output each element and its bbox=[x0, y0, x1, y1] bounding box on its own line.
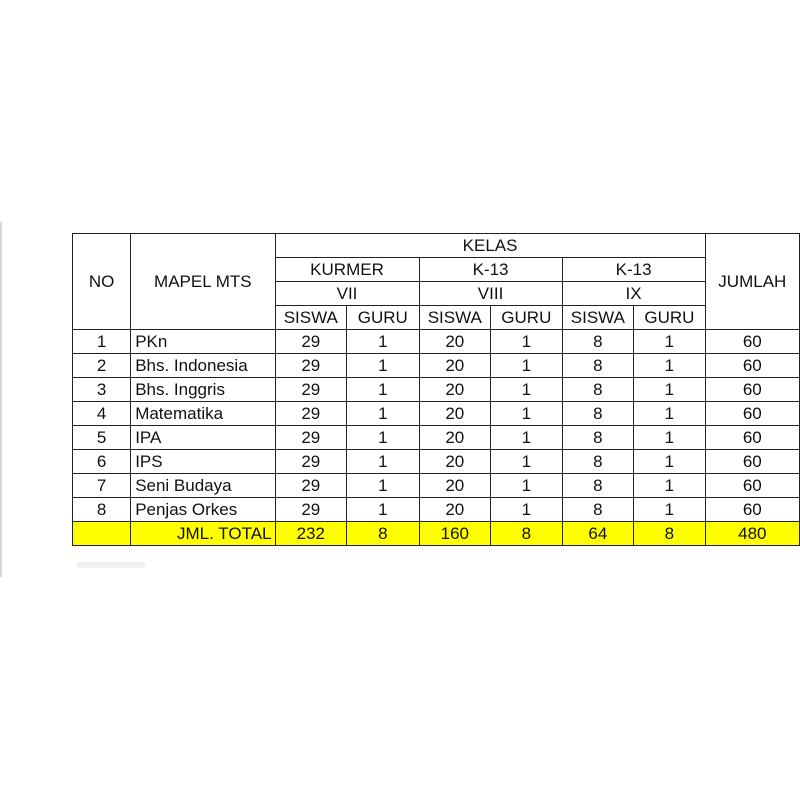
scan-smudge bbox=[76, 562, 146, 568]
siswa-vii-total: 232 bbox=[275, 522, 347, 546]
siswa-ix-cell: 8 bbox=[562, 450, 634, 474]
siswa-ix-cell: 8 bbox=[562, 378, 634, 402]
total-no-cell bbox=[73, 522, 131, 546]
page-edge-divider bbox=[0, 222, 2, 577]
no-cell: 3 bbox=[73, 378, 131, 402]
siswa-viii-cell: 20 bbox=[419, 354, 491, 378]
jumlah-cell: 60 bbox=[705, 474, 799, 498]
header-curriculum-vii: KURMER bbox=[275, 258, 419, 282]
no-cell: 4 bbox=[73, 402, 131, 426]
table-row bbox=[73, 426, 800, 450]
header-grade-ix: IX bbox=[562, 282, 705, 306]
no-cell: 8 bbox=[73, 498, 131, 522]
guru-viii-cell: 1 bbox=[491, 498, 562, 522]
guru-vii-cell: 1 bbox=[347, 450, 419, 474]
table-row bbox=[73, 402, 800, 426]
siswa-viii-cell: 20 bbox=[419, 498, 491, 522]
header-guru: GURU bbox=[634, 306, 705, 330]
table-body bbox=[73, 234, 800, 546]
jumlah-cell: 60 bbox=[705, 426, 799, 450]
header-curriculum-ix: K-13 bbox=[562, 258, 705, 282]
subject-cell: Seni Budaya bbox=[131, 474, 275, 498]
jumlah-cell: 60 bbox=[705, 354, 799, 378]
guru-viii-cell: 1 bbox=[491, 426, 562, 450]
subject-cell: PKn bbox=[131, 330, 275, 354]
guru-viii-cell: 1 bbox=[491, 378, 562, 402]
mapel-table bbox=[72, 233, 800, 546]
table-row bbox=[73, 450, 800, 474]
siswa-ix-cell: 8 bbox=[562, 330, 634, 354]
jumlah-total: 480 bbox=[705, 522, 799, 546]
subject-cell: Bhs. Indonesia bbox=[131, 354, 275, 378]
siswa-vii-cell: 29 bbox=[275, 474, 347, 498]
siswa-vii-cell: 29 bbox=[275, 330, 347, 354]
table-row bbox=[73, 498, 800, 522]
table-row bbox=[73, 330, 800, 354]
guru-vii-cell: 1 bbox=[347, 402, 419, 426]
guru-viii-total: 8 bbox=[491, 522, 562, 546]
guru-ix-cell: 1 bbox=[634, 498, 705, 522]
guru-vii-total: 8 bbox=[347, 522, 419, 546]
header-row-kelas bbox=[73, 234, 800, 258]
no-cell: 1 bbox=[73, 330, 131, 354]
header-no: NO bbox=[73, 234, 131, 330]
siswa-viii-cell: 20 bbox=[419, 474, 491, 498]
guru-ix-cell: 1 bbox=[634, 378, 705, 402]
jumlah-cell: 60 bbox=[705, 498, 799, 522]
no-cell: 5 bbox=[73, 426, 131, 450]
header-guru: GURU bbox=[491, 306, 562, 330]
jumlah-cell: 60 bbox=[705, 450, 799, 474]
total-row bbox=[73, 522, 800, 546]
jumlah-cell: 60 bbox=[705, 330, 799, 354]
siswa-ix-cell: 8 bbox=[562, 474, 634, 498]
no-cell: 6 bbox=[73, 450, 131, 474]
guru-ix-cell: 1 bbox=[634, 450, 705, 474]
guru-vii-cell: 1 bbox=[347, 378, 419, 402]
siswa-viii-cell: 20 bbox=[419, 330, 491, 354]
table-row bbox=[73, 378, 800, 402]
total-label: JML. TOTAL bbox=[131, 522, 275, 546]
siswa-vii-cell: 29 bbox=[275, 450, 347, 474]
siswa-vii-cell: 29 bbox=[275, 498, 347, 522]
siswa-ix-total: 64 bbox=[562, 522, 634, 546]
guru-viii-cell: 1 bbox=[491, 402, 562, 426]
guru-viii-cell: 1 bbox=[491, 474, 562, 498]
subject-cell: IPS bbox=[131, 450, 275, 474]
siswa-viii-cell: 20 bbox=[419, 402, 491, 426]
guru-ix-cell: 1 bbox=[634, 426, 705, 450]
siswa-ix-cell: 8 bbox=[562, 354, 634, 378]
header-grade-viii: VIII bbox=[419, 282, 562, 306]
guru-vii-cell: 1 bbox=[347, 474, 419, 498]
jumlah-cell: 60 bbox=[705, 378, 799, 402]
no-cell: 7 bbox=[73, 474, 131, 498]
header-siswa: SISWA bbox=[419, 306, 491, 330]
subject-cell: Penjas Orkes bbox=[131, 498, 275, 522]
subject-cell: Bhs. Inggris bbox=[131, 378, 275, 402]
header-grade-vii: VII bbox=[275, 282, 419, 306]
guru-ix-cell: 1 bbox=[634, 402, 705, 426]
siswa-viii-total: 160 bbox=[419, 522, 491, 546]
guru-ix-cell: 1 bbox=[634, 354, 705, 378]
header-siswa: SISWA bbox=[562, 306, 634, 330]
subject-cell: IPA bbox=[131, 426, 275, 450]
guru-ix-cell: 1 bbox=[634, 330, 705, 354]
guru-vii-cell: 1 bbox=[347, 354, 419, 378]
table-row bbox=[73, 474, 800, 498]
no-cell: 2 bbox=[73, 354, 131, 378]
siswa-vii-cell: 29 bbox=[275, 402, 347, 426]
siswa-ix-cell: 8 bbox=[562, 498, 634, 522]
guru-vii-cell: 1 bbox=[347, 498, 419, 522]
guru-vii-cell: 1 bbox=[347, 330, 419, 354]
guru-vii-cell: 1 bbox=[347, 426, 419, 450]
guru-viii-cell: 1 bbox=[491, 354, 562, 378]
header-mapel: MAPEL MTS bbox=[131, 234, 275, 330]
subject-cell: Matematika bbox=[131, 402, 275, 426]
header-jumlah: JUMLAH bbox=[705, 234, 799, 330]
header-kelas: KELAS bbox=[275, 234, 705, 258]
table-row bbox=[73, 354, 800, 378]
guru-ix-cell: 1 bbox=[634, 474, 705, 498]
header-guru: GURU bbox=[347, 306, 419, 330]
header-siswa: SISWA bbox=[275, 306, 347, 330]
siswa-viii-cell: 20 bbox=[419, 378, 491, 402]
siswa-vii-cell: 29 bbox=[275, 354, 347, 378]
guru-viii-cell: 1 bbox=[491, 450, 562, 474]
guru-ix-total: 8 bbox=[634, 522, 705, 546]
guru-viii-cell: 1 bbox=[491, 330, 562, 354]
siswa-viii-cell: 20 bbox=[419, 450, 491, 474]
siswa-ix-cell: 8 bbox=[562, 426, 634, 450]
siswa-vii-cell: 29 bbox=[275, 426, 347, 450]
siswa-viii-cell: 20 bbox=[419, 426, 491, 450]
header-curriculum-viii: K-13 bbox=[419, 258, 562, 282]
siswa-ix-cell: 8 bbox=[562, 402, 634, 426]
jumlah-cell: 60 bbox=[705, 402, 799, 426]
siswa-vii-cell: 29 bbox=[275, 378, 347, 402]
